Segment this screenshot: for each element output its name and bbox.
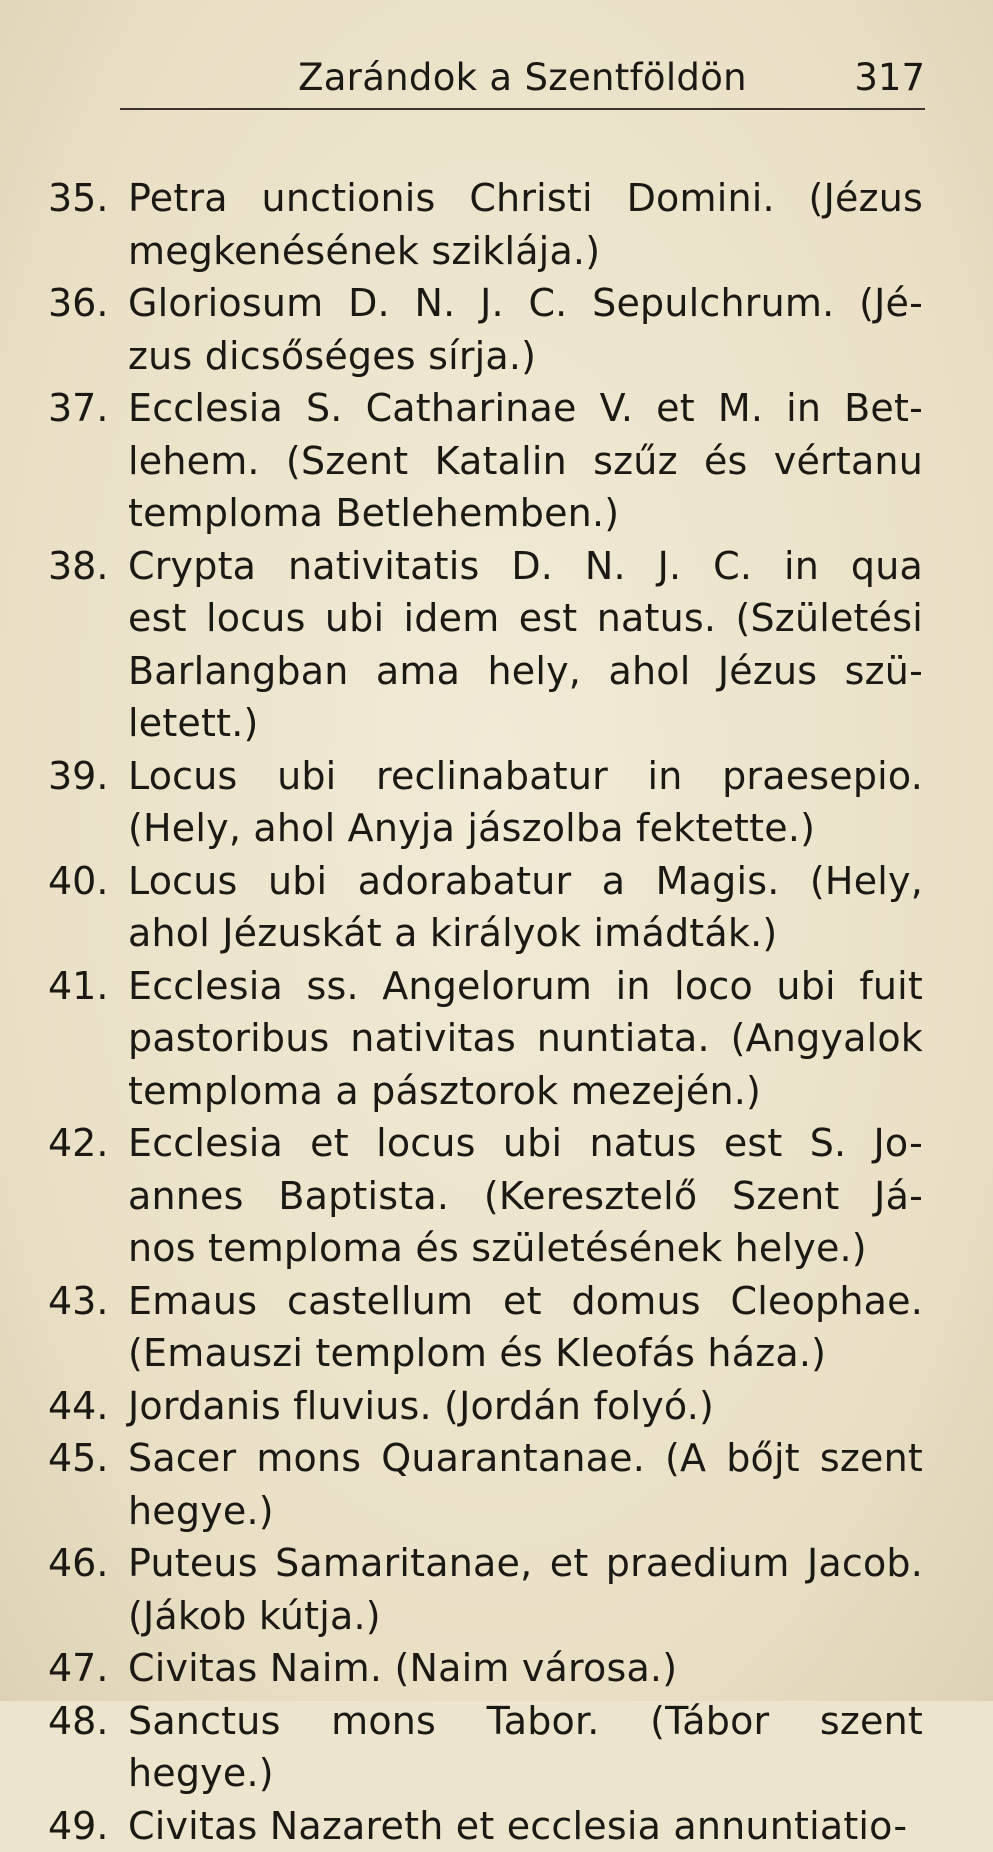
list-item: [0, 382, 993, 540]
entry-line: ahol Jézuskát a királyok imádták.): [128, 907, 923, 960]
list-item: [0, 1275, 993, 1380]
entry-line: Crypta nativitatis D. N. J. C. in qua: [128, 540, 923, 593]
list-item: [0, 1117, 993, 1275]
entry-text: [128, 1695, 923, 1800]
entry-line: est locus ubi idem est natus. (Születési: [128, 592, 923, 645]
entry-text: [128, 277, 923, 382]
list-item: [0, 855, 993, 960]
entry-line: nos temploma és születésének helye.): [128, 1222, 923, 1275]
entry-line: pastoribus nativitas nuntiata. (Angyalok: [128, 1012, 923, 1065]
running-title: Zarándok a Szentföldön: [120, 56, 925, 99]
entry-text: [128, 172, 923, 277]
entry-line: lehem. (Szent Katalin szűz és vértanu: [128, 435, 923, 488]
entry-number: 46.: [0, 1537, 128, 1642]
entry-line: Puteus Samaritanae, et praedium Jacob.: [128, 1537, 923, 1590]
entry-line: temploma a pásztorok mezején.): [128, 1065, 923, 1118]
entry-line: Civitas Naim. (Naim városa.): [128, 1642, 923, 1695]
entry-number: 36.: [0, 277, 128, 382]
list-item: [0, 1642, 993, 1695]
entry-line: (Hely, ahol Anyja jászolba fektette.): [128, 802, 923, 855]
entry-text: [128, 1275, 923, 1380]
entry-line: Ecclesia S. Catharinae V. et M. in Bet-: [128, 382, 923, 435]
entry-line: Barlangban ama hely, ahol Jézus szü-: [128, 645, 923, 698]
entry-line: hegye.): [128, 1747, 923, 1800]
entry-number: 48.: [0, 1695, 128, 1800]
entry-text: [128, 1432, 923, 1537]
list-item: [0, 750, 993, 855]
entry-line: Locus ubi reclinabatur in praesepio.: [128, 750, 923, 803]
entry-line: (Emauszi templom és Kleofás háza.): [128, 1327, 923, 1380]
entry-number: 45.: [0, 1432, 128, 1537]
entry-text: [128, 855, 923, 960]
entry-line: Emaus castellum et domus Cleophae.: [128, 1275, 923, 1328]
entry-line: Ecclesia ss. Angelorum in loco ubi fuit: [128, 960, 923, 1013]
entry-number: 43.: [0, 1275, 128, 1380]
entry-number: 42.: [0, 1117, 128, 1275]
running-head: [120, 52, 925, 102]
entry-line: zus dicsőséges sírja.): [128, 330, 923, 383]
list-item: [0, 277, 993, 382]
entry-list: [0, 172, 993, 1852]
entry-line: annes Baptista. (Keresztelő Szent Já-: [128, 1170, 923, 1223]
entry-number: 41.: [0, 960, 128, 1118]
header-rule: [120, 108, 925, 110]
list-item: [0, 960, 993, 1118]
entry-number: 39.: [0, 750, 128, 855]
entry-line: Sacer mons Quarantanae. (A bőjt szent: [128, 1432, 923, 1485]
entry-line: Petra unctionis Christi Domini. (Jézus: [128, 172, 923, 225]
entry-number: 44.: [0, 1380, 128, 1433]
entry-line: letett.): [128, 697, 923, 750]
entry-line: Ecclesia et locus ubi natus est S. Jo-: [128, 1117, 923, 1170]
entry-text: [128, 1537, 923, 1642]
entry-line: (Jákob kútja.): [128, 1590, 923, 1643]
list-item: [0, 172, 993, 277]
entry-number: 49.: [0, 1800, 128, 1852]
entry-line: Sanctus mons Tabor. (Tábor szent: [128, 1695, 923, 1748]
entry-text: [128, 960, 923, 1118]
entry-number: 37.: [0, 382, 128, 540]
list-item: [0, 1380, 993, 1433]
entry-number: 40.: [0, 855, 128, 960]
entry-line: Jordanis fluvius. (Jordán folyó.): [128, 1380, 923, 1433]
entry-text: [128, 382, 923, 540]
entry-line: Civitas Nazareth et ecclesia annuntiatio-: [128, 1800, 923, 1852]
list-item: [0, 1432, 993, 1537]
entry-number: 38.: [0, 540, 128, 750]
entry-text: [128, 540, 923, 750]
list-item: [0, 1537, 993, 1642]
entry-number: 35.: [0, 172, 128, 277]
entry-line: temploma Betlehemben.): [128, 487, 923, 540]
entry-line: hegye.): [128, 1485, 923, 1538]
list-item: [0, 1695, 993, 1800]
entry-line: Gloriosum D. N. J. C. Sepulchrum. (Jé-: [128, 277, 923, 330]
list-item: [0, 1800, 993, 1852]
entry-text: [128, 1642, 923, 1695]
entry-line: Locus ubi adorabatur a Magis. (Hely,: [128, 855, 923, 908]
entry-text: [128, 1380, 923, 1433]
entry-text: [128, 1800, 923, 1852]
list-item: [0, 540, 993, 750]
page-number: 317: [854, 56, 925, 99]
entry-number: 47.: [0, 1642, 128, 1695]
entry-text: [128, 750, 923, 855]
entry-line: megkenésének sziklája.): [128, 225, 923, 278]
entry-text: [128, 1117, 923, 1275]
